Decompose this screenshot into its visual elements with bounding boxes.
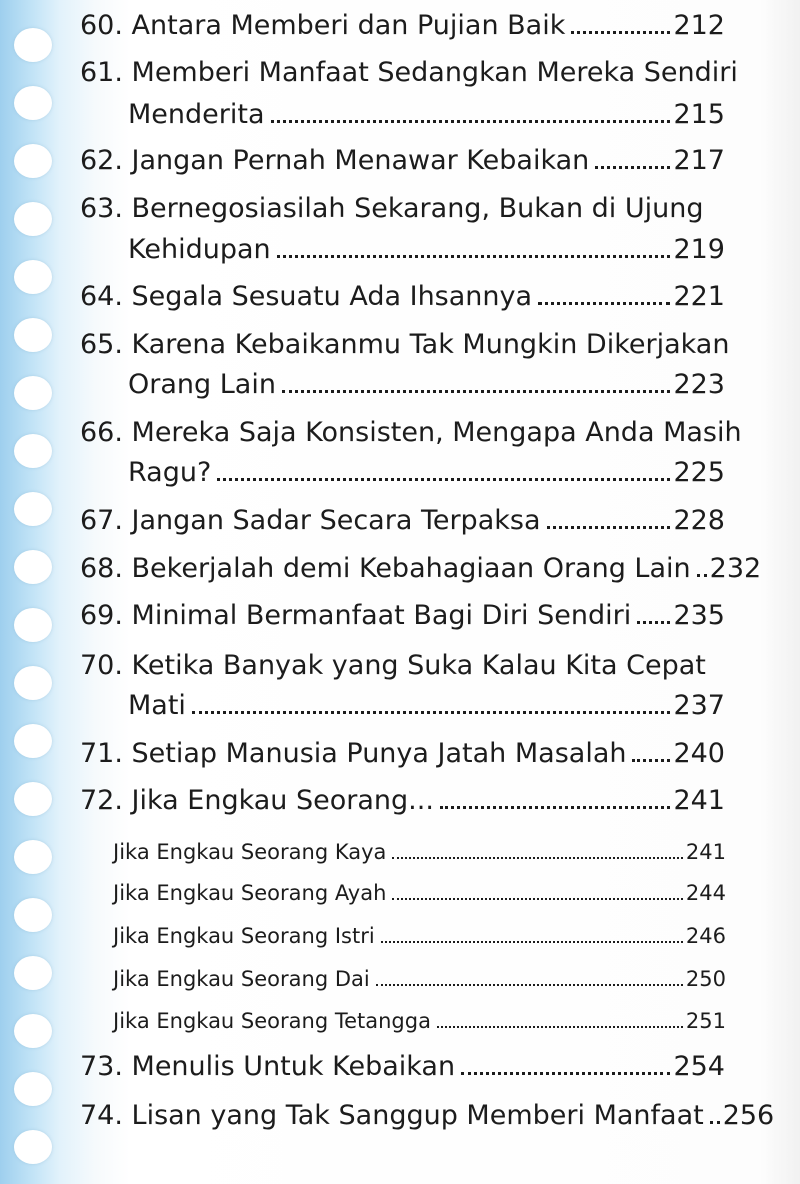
entry-title: 67. Jangan Sadar Secara Terpaksa [80,505,541,536]
dot-leader [697,574,707,577]
dot-leader [271,120,671,123]
dot-leader [192,711,671,714]
page-number: 254 [673,1051,725,1082]
page-number: 244 [685,881,726,905]
dot-leader [547,526,671,529]
dot-leader [632,759,670,762]
entry-title-continued: Mati [128,690,186,721]
toc-entry [80,1100,775,1131]
entry-title: 66. Mereka Saja Konsisten, Mengapa Anda Masih [80,417,742,448]
toc-subentry [113,840,726,864]
toc-entry [80,505,725,536]
page-number: 212 [673,10,725,41]
entry-title: 72. Jika Engkau Seorang... [80,785,434,816]
subentry-title: Jika Engkau Seorang Istri [113,924,375,948]
toc-entry [128,234,725,265]
toc-entry [80,145,725,176]
toc-entry [80,1051,725,1082]
toc-subentry [113,881,726,905]
dot-leader [277,255,671,258]
subentry-title: Jika Engkau Seorang Kaya [113,840,387,864]
toc-entry [80,600,725,631]
page-number: 241 [685,840,726,864]
toc-subentry [113,967,726,991]
toc-entry [128,369,725,400]
page-number: 240 [673,738,725,769]
entry-title: 74. Lisan yang Tak Sanggup Memberi Manfaat [80,1100,704,1131]
dot-leader [392,857,683,859]
dot-leader [381,941,683,943]
subentry-title: Jika Engkau Seorang Ayah [113,881,387,905]
dot-leader [392,898,683,900]
subentry-title: Jika Engkau Seorang Tetangga [113,1009,431,1033]
entry-title: 62. Jangan Pernah Menawar Kebaikan [80,145,590,176]
dot-leader [461,1072,670,1075]
page-number: 219 [673,234,725,265]
toc-entry [128,690,725,721]
entry-title: 71. Setiap Manusia Punya Jatah Masalah [80,738,627,769]
dot-leader [440,806,671,809]
entry-title: 69. Minimal Bermanfaat Bagi Diri Sendiri [80,600,632,631]
entry-title: 60. Antara Memberi dan Pujian Baik [80,10,566,41]
dot-leader [571,31,670,34]
entry-title: 61. Memberi Manfaat Sedangkan Mereka Sendiri [80,57,738,88]
toc-subentry [113,1009,726,1033]
toc-entry [80,738,725,769]
page-number: 228 [673,505,725,536]
entry-title-continued: Menderita [128,99,265,130]
toc-subentry [113,924,726,948]
entry-title: 64. Segala Sesuatu Ada Ihsannya [80,281,533,312]
dot-leader [217,478,670,481]
toc-entry [80,553,762,584]
page-number: 232 [709,553,762,584]
entry-title: 68. Bekerjalah demi Kebahagiaan Orang Lain [80,553,691,584]
page-number: 221 [673,281,725,312]
page-number: 235 [673,600,725,631]
toc-entry [128,457,725,488]
dot-leader [538,302,670,305]
page-number: 251 [685,1009,726,1033]
dot-leader [637,621,670,624]
page-number: 246 [685,924,726,948]
toc-entry [80,10,725,41]
dot-leader [595,166,670,169]
entry-title: 70. Ketika Banyak yang Suka Kalau Kita Cepat [80,650,706,681]
page-number: 241 [673,785,725,816]
toc-entry [128,99,725,130]
page-number: 223 [673,369,725,400]
entry-title-continued: Ragu? [128,457,212,488]
page-number: 237 [673,690,725,721]
page-number: 256 [722,1100,775,1131]
page-number: 250 [685,967,726,991]
entry-title: 65. Karena Kebaikanmu Tak Mungkin Dikerjakan [80,329,730,360]
dot-leader [282,390,671,393]
page-number: 215 [673,99,725,130]
subentry-title: Jika Engkau Seorang Dai [113,967,370,991]
dot-leader [710,1121,720,1124]
entry-title: 73. Menulis Untuk Kebaikan [80,1051,456,1082]
dot-leader [437,1026,683,1028]
entry-title-continued: Kehidupan [128,234,271,265]
page-number: 225 [673,457,725,488]
page-number: 217 [673,145,725,176]
toc-entry [80,785,725,816]
entry-title: 63. Bernegosiasilah Sekarang, Bukan di Ujung [80,193,704,224]
entry-title-continued: Orang Lain [128,369,276,400]
toc-entry [80,281,725,312]
dot-leader [376,984,683,986]
